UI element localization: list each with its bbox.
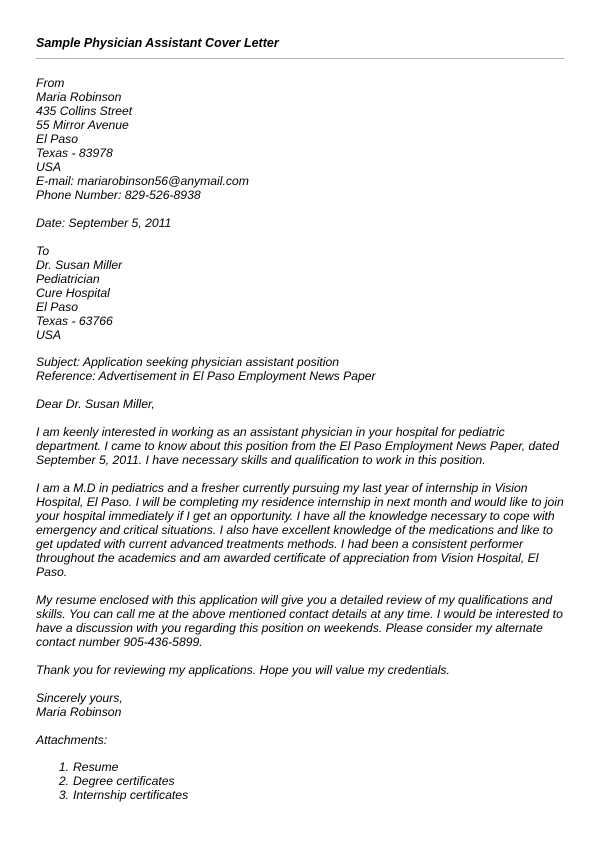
title-divider xyxy=(36,58,564,59)
attachment-name: Internship certificates xyxy=(73,788,189,802)
closing: Sincerely yours, xyxy=(36,691,123,705)
paragraph-line: Thank you for reviewing my applications. Hope you will value my credentials. xyxy=(36,663,450,677)
list-number: 1. xyxy=(58,760,69,774)
sender-state-zip: Texas - 83978 xyxy=(36,146,113,160)
recipient-country: USA xyxy=(36,328,62,342)
attachment-name: Degree certificates xyxy=(73,774,175,788)
sender-city: El Paso xyxy=(36,132,79,146)
paragraph-line: I am keenly interested in working as an assistant physician in your hospital for pediatric xyxy=(36,425,505,439)
paragraph-line: have a discussion with you regarding this position on weekends. Please consider my alternate xyxy=(36,621,543,635)
paragraph-line: get updated with current advanced treatments methods. I had been a consistent performer xyxy=(36,537,524,551)
list-number: 3. xyxy=(58,788,69,802)
paragraph-line: Hospital, El Paso. I will be completing my residence internship in next month and would like to join xyxy=(36,495,564,509)
paragraph-line: Paso. xyxy=(36,565,68,579)
date-block xyxy=(36,216,564,230)
subject-block xyxy=(36,355,564,383)
paragraph-line: skills. You can call me at the above mentioned contact details at any time. I would be interested to xyxy=(36,607,563,621)
paragraph-line: September 5, 2011. I have necessary skills and qualification to work in this position. xyxy=(36,453,486,467)
body-paragraph xyxy=(36,481,564,579)
sender-name: Maria Robinson xyxy=(36,90,122,104)
body-paragraph xyxy=(36,425,564,467)
subject-line: Subject: Application seeking physician assistant position xyxy=(36,355,340,369)
recipient-state-zip: Texas - 63766 xyxy=(36,314,113,328)
sender-email: E-mail: mariarobinson56@anymail.com xyxy=(36,174,249,188)
recipient-block xyxy=(36,244,564,342)
sender-country: USA xyxy=(36,160,62,174)
paragraph-line: department. I came to know about this position from the El Paso Employment News Paper, dated xyxy=(36,439,559,453)
attachments-block xyxy=(36,733,564,747)
recipient-title: Pediatrician xyxy=(36,272,100,286)
letter-date: Date: September 5, 2011 xyxy=(36,216,172,230)
attachment-name: Resume xyxy=(73,760,119,774)
paragraph-line: throughout the academics and am awarded certificate of appreciation from Vision Hospital, El xyxy=(36,551,539,565)
paragraph-line: your hospital immediately if I get an opportunity. I have all the knowledge necessary to cope with xyxy=(36,509,555,523)
recipient-name: Dr. Susan Miller xyxy=(36,258,123,272)
attachments-label: Attachments: xyxy=(36,733,108,747)
closing-block xyxy=(36,691,564,719)
recipient-city: El Paso xyxy=(36,300,79,314)
body-paragraph xyxy=(36,663,564,677)
paragraph-line: I am a M.D in pediatrics and a fresher currently pursuing my last year of internship in Vision xyxy=(36,481,528,495)
list-number: 2. xyxy=(58,774,69,788)
recipient-label: To xyxy=(36,244,50,258)
salutation-block xyxy=(36,397,564,411)
paragraph-line: My resume enclosed with this application will give you a detailed review of my qualifications and xyxy=(36,593,553,607)
body-paragraph xyxy=(36,593,564,649)
sender-block xyxy=(36,76,564,202)
salutation: Dear Dr. Susan Miller, xyxy=(36,397,155,411)
signature-name: Maria Robinson xyxy=(36,705,122,719)
recipient-org: Cure Hospital xyxy=(36,286,110,300)
reference-line: Reference: Advertisement in El Paso Employment News Paper xyxy=(36,369,376,383)
sender-phone: Phone Number: 829-526-8938 xyxy=(36,188,201,202)
document-title: Sample Physician Assistant Cover Letter xyxy=(36,36,279,50)
sender-address-1: 435 Collins Street xyxy=(36,104,133,118)
paragraph-line: contact number 905-436-5899. xyxy=(36,635,203,649)
sender-label: From xyxy=(36,76,65,90)
paragraph-line: emergency and critical situations. I also have excellent knowledge of the medications and like to xyxy=(36,523,553,537)
sender-address-2: 55 Mirror Avenue xyxy=(36,118,129,132)
